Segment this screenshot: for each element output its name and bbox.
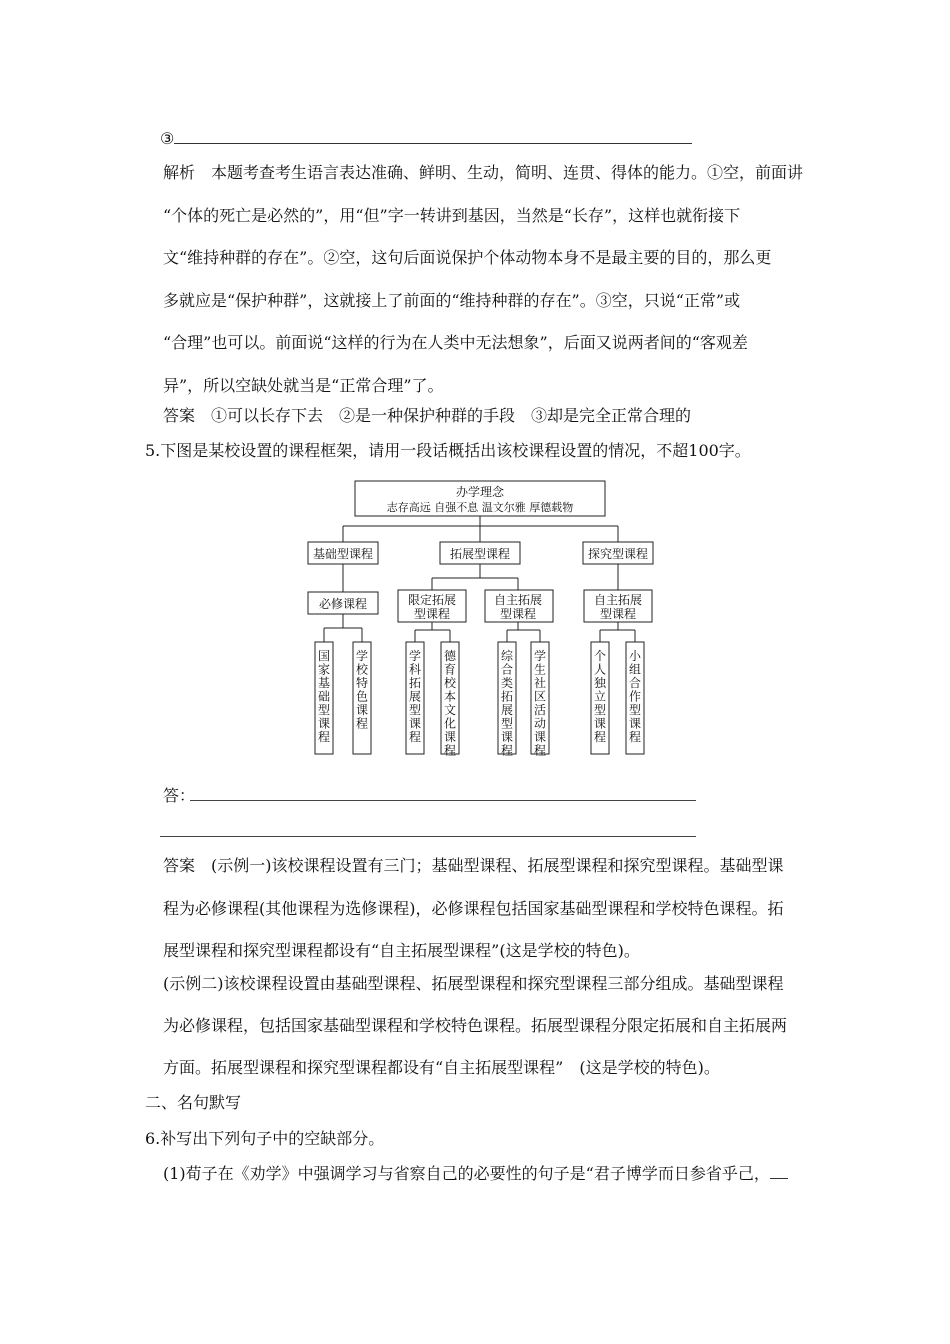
- mid-limited-2: 型课程: [413, 607, 451, 621]
- leaf-label-0: 国家基础型课程: [317, 649, 331, 744]
- q6-item-1: [163, 1163, 788, 1185]
- leaf-label-4: 综合类拓展型课程: [500, 649, 514, 758]
- mid-self-inq-2: 型课程: [599, 607, 637, 621]
- branch-inquiry: 探究型课程: [587, 547, 649, 561]
- leaf-label-7: 小组合作型课程: [628, 649, 642, 744]
- leaf-label-1: 学校特色课程: [355, 649, 369, 731]
- leaf-label-2: 学科拓展型课程: [408, 649, 422, 744]
- mid-self-ext-2: 型课程: [499, 607, 537, 621]
- root-motto: 志存高远 自强不息 温文尔雅 厚德载物: [386, 501, 574, 514]
- leaf-labels: [318, 648, 642, 758]
- course-framework-diagram: [300, 476, 670, 761]
- analysis-line-6: 异”，所以空缺处就当是“正常合理”了。: [163, 376, 444, 395]
- analysis-line-4: 多就应是“保护种群”，这就接上了前面的“维持种群的存在”。③空，只说“正常”或: [163, 291, 741, 310]
- mid-self-ext-1: 自主拓展: [493, 593, 543, 607]
- q5-answer-line-6: 方面。拓展型课程和探究型课程都设有“自主拓展型课程” (这是学校的特色)。: [163, 1058, 720, 1077]
- branch-basic: 基础型课程: [312, 547, 374, 561]
- answer-blank[interactable]: [174, 129, 692, 144]
- q5-answer-line-1: 答案 (示例一)该校课程设置有三门；基础型课程、拓展型课程和探究型课程。基础型课: [163, 856, 784, 875]
- q5-answer-line-2: 程为必修课程(其他课程为选修课程)，必修课程包括国家基础型课程和学校特色课程。拓: [163, 899, 784, 918]
- q5-answer-label: 答：: [163, 786, 196, 805]
- leaf-label-3: 德育校本文化课程: [443, 649, 457, 758]
- mid-self-inq-1: 自主拓展: [593, 593, 643, 607]
- q5-answer-line-5: 为必修课程，包括国家基础型课程和学校特色课程。拓展型课程分限定拓展和自主拓展两: [163, 1016, 788, 1035]
- q5-answer-line-4: (示例二)该校课程设置由基础型课程、拓展型课程和探究型课程三部分组成。基础型课程: [163, 974, 784, 993]
- mid-required: 必修课程: [318, 597, 368, 611]
- answer-blank-line-2[interactable]: [160, 836, 696, 837]
- q4-blank-3: [160, 128, 692, 150]
- q4-answer: 答案 ①可以长存下去 ②是一种保护种群的手段 ③却是完全正常合理的: [163, 406, 692, 425]
- q6-item-1-text: (1)荀子在《劝学》中强调学习与省察自己的必要性的句子是“君子博学而日参省乎己，: [163, 1164, 770, 1183]
- analysis-line-2: “个体的死亡是必然的”，用“但”字一转讲到基因，当然是“长存”，这样也就衔接下: [163, 206, 741, 225]
- q5-answer-line-3: 展型课程和探究型课程都设有“自主拓展型课程”(这是学校的特色)。: [163, 941, 640, 960]
- mid-limited-1: 限定拓展: [407, 593, 457, 607]
- answer-blank[interactable]: [770, 1164, 788, 1179]
- root-title: 办学理念: [455, 485, 505, 499]
- answer-blank-line-1[interactable]: [190, 800, 696, 801]
- analysis-line-3: 文“维持种群的存在”。②空，这句后面说保护个体动物本身不是最主要的目的，那么更: [163, 248, 772, 267]
- leaf-label-5: 学生社区活动课程: [533, 649, 547, 758]
- leaf-label-6: 个人独立型课程: [593, 649, 607, 744]
- q5-question: 5.下图是某校设置的课程框架，请用一段话概括出该校课程设置的情况，不超100字。: [145, 441, 751, 460]
- branch-extended: 拓展型课程: [449, 547, 511, 561]
- section-title: 二、名句默写: [145, 1093, 242, 1112]
- analysis-line-1: 解析 本题考查考生语言表达准确、鲜明、生动，简明、连贯、得体的能力。①空，前面讲: [163, 163, 804, 182]
- q6-question: 6.补写出下列句子中的空缺部分。: [145, 1129, 385, 1148]
- analysis-line-5: “合理”也可以。前面说“这样的行为在人类中无法想象”，后面又说两者间的“客观差: [163, 333, 748, 352]
- blank-marker: ③: [160, 129, 175, 148]
